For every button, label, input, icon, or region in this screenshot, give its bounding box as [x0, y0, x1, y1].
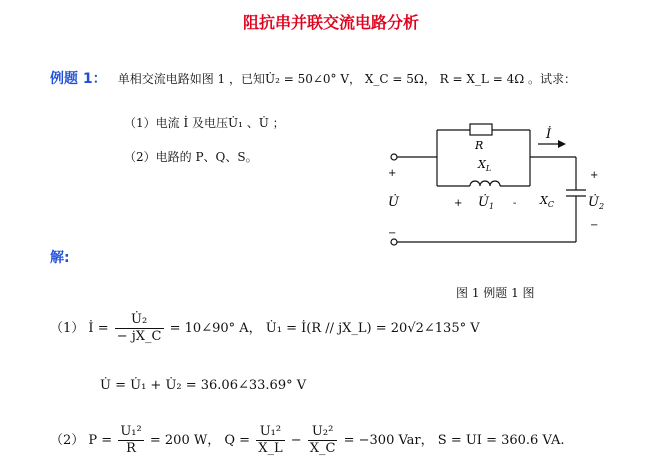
s3-p-fraction	[118, 424, 143, 457]
solution-line-1	[50, 312, 480, 345]
label-U: U̇	[388, 195, 399, 210]
s1-rest: = 10∠90° A， U̇₁ = İ(R // jX_L) = 20√2∠135° V	[169, 321, 480, 336]
label-U1-minus: -	[513, 198, 517, 209]
figure-caption: 图 1 例题 1 图	[456, 286, 535, 300]
label-R: R	[475, 139, 484, 152]
label-U2: $U̇_2$	[588, 195, 605, 211]
question-2: （2）电路的 P、Q、S。	[124, 150, 258, 164]
page-title: 阻抗串并联交流电路分析	[242, 13, 419, 32]
s3-s: S = UI = 360.6 VA.	[437, 433, 565, 448]
resistor-symbol	[470, 124, 492, 135]
label-U1-plus: +	[454, 198, 463, 209]
s1-denominator: − jX_C	[116, 329, 162, 344]
label-U1: $U̇_1$	[478, 195, 495, 211]
s3-p: P =	[88, 433, 113, 448]
s3-p-rest: = 200 W，	[149, 433, 221, 448]
s3-q-fraction-1	[256, 424, 284, 457]
solution-line-3	[50, 424, 564, 457]
s3-q-denominator-2: X_C	[309, 441, 336, 456]
s1-fraction	[115, 312, 164, 345]
question-1: （1）电流 İ 及电压U̇₁ 、U̇ ；	[124, 116, 285, 130]
solution-label: 解:	[50, 250, 70, 266]
current-arrow	[538, 140, 566, 148]
inductor-symbol	[470, 181, 500, 186]
s3-q-numerator-1: U₁²	[256, 424, 284, 441]
s3-prefix: （2）	[50, 433, 85, 448]
label-U2-plus: +	[590, 170, 599, 181]
s3-q-minus: −	[290, 433, 302, 448]
s3-q-numerator-2: U₂²	[308, 424, 338, 441]
solution-line-2: U̇ = U̇₁ + U̇₂ = 36.06∠33.69° V	[100, 378, 307, 393]
label-XC: $X_C$	[540, 194, 554, 209]
label-plus-left: +	[388, 168, 397, 179]
s3-p-numerator: U₁²	[120, 424, 142, 439]
s3-q-denominator-1: X_L	[258, 441, 283, 456]
circuit-diagram	[380, 110, 640, 250]
s3-q-rest: = −300 Var，	[343, 433, 434, 448]
s3-q: Q =	[224, 433, 251, 448]
label-XL: $X_L$	[478, 158, 492, 173]
s1-numerator: U̇₂	[115, 312, 164, 329]
label-U2-minus: −	[590, 220, 599, 231]
example-header	[50, 68, 576, 88]
s1-prefix: （1）	[50, 321, 85, 336]
example-statement: 单相交流电路如图 1 ，已知U̇₂ = 50∠0° V， X_C = 5Ω， R = X_L = 4Ω 。试求：	[117, 72, 576, 86]
s3-p-denominator: R	[126, 441, 136, 456]
s3-q-fraction-2	[308, 424, 338, 457]
label-minus-left: −	[388, 228, 397, 239]
s1-lhs: İ =	[88, 321, 109, 336]
label-I: İ	[546, 127, 552, 142]
example-label: 例题 1：	[50, 71, 107, 87]
